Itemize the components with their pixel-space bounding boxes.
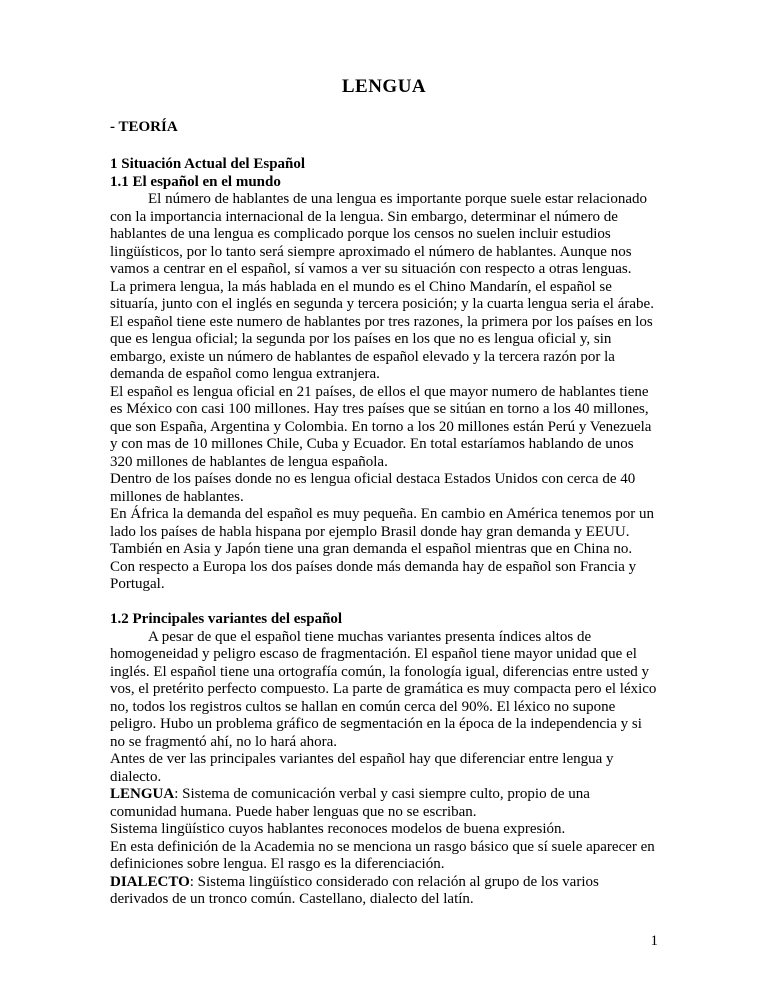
paragraph: Antes de ver las principales variantes del español hay que diferenciar entre lengua y dialecto. — [110, 751, 614, 785]
paragraph: A pesar de que el español tiene muchas variantes presenta índices altos de homogeneidad y peligro escaso de fragmentación. El español tiene mayor unidad que el inglés. El español tiene una ortografía común, la fonología igual, diferencias entre usted y vos, el pretérito perfecto compuesto. La parte de gramática es muy compacta pero el léxico no, todos los registros cultos se hallan en común cerca del 90%. El léxico no supone peligro. Hubo un problema gráfico de segmentación en la época de la independencia y si no se fragmentó ahí, no lo hará ahora. — [110, 628, 657, 750]
blank-line — [110, 594, 658, 612]
paragraph: El español tiene este numero de hablantes por tres razones, la primera por los países en los que es lengua oficial; la segunda por los países en los que no es lengua oficial y, sin embargo, existe un número de hablantes de español elevado y la tercera razón por la demanda de español como lengua extranjera. — [110, 313, 653, 382]
page-title: LENGUA — [341, 76, 427, 97]
heading-section-1-2: 1.2 Principales variantes del español — [110, 611, 343, 627]
definition-text: : Sistema lingüístico considerado con relación al grupo de los varios derivados de un tronco común. Castellano, dialecto del latín. — [110, 873, 599, 907]
document-content — [110, 76, 658, 909]
page-number: 1 — [650, 933, 658, 949]
definition-lengua — [110, 786, 658, 821]
paragraph: Sistema lingüístico cuyos hablantes reconoces modelos de buena expresión. — [110, 821, 566, 837]
paragraph: Dentro de los países donde no es lengua oficial destaca Estados Unidos con cerca de 40 millones de hablantes. — [110, 471, 636, 505]
paragraph: En esta definición de la Academia no se menciona un rasgo básico que sí suele aparecer en definiciones sobre lengua. El rasgo es la diferenciación. — [110, 838, 655, 872]
definition-dialecto — [110, 874, 658, 909]
paragraph: La primera lengua, la más hablada en el mundo es el Chino Mandarín, el español se situaría, junto con el inglés en segunda y tercera posición; y la cuarta lengua seria el árabe. — [110, 278, 654, 312]
paragraph: El número de hablantes de una lengua es importante porque suele estar relacionado con la importancia internacional de la lengua. Sin embargo, determinar el número de hablantes de una lengua es complicado porque los censos no suelen incluir estudios lingüísticos, por lo tanto será siempre aproximado el número de hablantes. Aunque nos vamos a centrar en el español, sí vamos a ver su situación con respecto a otras lenguas. — [110, 191, 647, 277]
definition-term: DIALECTO — [110, 873, 190, 890]
heading-section-1: 1 Situación Actual del Español — [110, 156, 306, 172]
definition-text: : Sistema de comunicación verbal y casi siempre culto, propio de una comunidad humana. Puede haber lenguas que no se escriban. — [110, 786, 590, 820]
definition-term: LENGUA — [110, 786, 175, 802]
paragraph: En África la demanda del español es muy pequeña. En cambio en América tenemos por un lado los países de habla hispana por ejemplo Brasil donde hay gran demanda y EEUU. También en Asia y Japón tiene una gran demanda el español mientras que en China no. Con respecto a Europa los dos países donde más demanda hay de español son Francia y Portugal. — [110, 506, 654, 592]
paragraph: El español es lengua oficial en 21 países, de ellos el que mayor numero de hablantes tiene es México con casi 100 millones. Hay tres países que se sitúan en torno a los 40 millones, que son España, Argentina y Colombia. En torno a los 20 millones están Perú y Venezuela y con mas de 10 millones Chile, Cuba y Ecuador. En total estaríamos hablando de unos 320 millones de hablantes de lengua española. — [110, 383, 652, 470]
teoria-heading: - TEORÍA — [110, 119, 178, 135]
heading-section-1-1: 1.1 El español en el mundo — [110, 173, 281, 190]
